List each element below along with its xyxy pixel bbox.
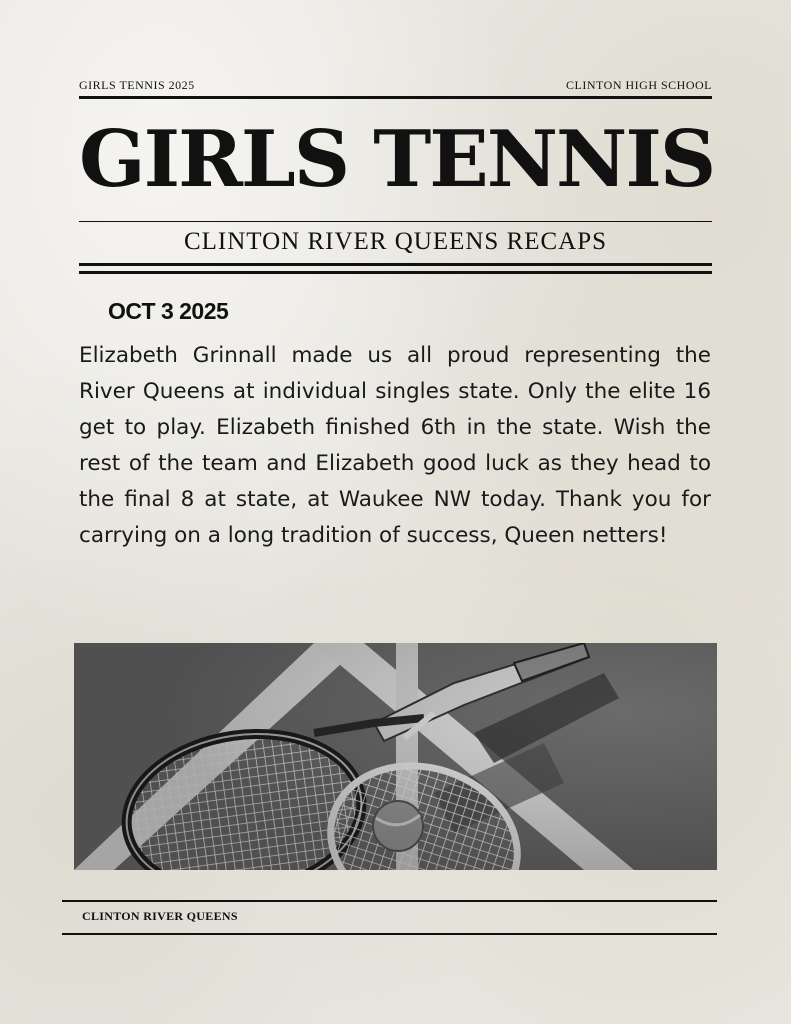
photo-illustration <box>74 643 717 870</box>
footer-label: CLINTON RIVER QUEENS <box>82 909 238 923</box>
subtitle-rule-bottom <box>79 271 712 274</box>
masthead-subtitle: CLINTON RIVER QUEENS RECAPS <box>183 228 608 255</box>
section-label: GIRLS TENNIS 2025 <box>79 77 195 92</box>
article-body: Elizabeth Grinnall made us all proud representing the River Queens at individual singles state. Only the elite 16 get to play. Elizabeth finished 6th in the state. Wish the rest of the team and Elizabeth good luck as they head to the final 8 at state, at Waukee NW today. Thank you for carrying on a long tradition of success, Queen netters! <box>79 343 711 548</box>
footer-rule-top <box>62 900 717 902</box>
school-label: CLINTON HIGH SCHOOL <box>566 77 712 92</box>
subtitle-rule-top <box>79 263 712 266</box>
top-rule <box>79 96 712 99</box>
tennis-rackets-and-ball-photo <box>74 643 717 870</box>
masthead-title: GIRLS TENNIS <box>79 114 715 205</box>
masthead-rule <box>79 221 712 222</box>
article-date: OCT 3 2025 <box>108 298 229 324</box>
footer-rule-bottom <box>62 933 717 935</box>
top-bar <box>79 77 712 93</box>
